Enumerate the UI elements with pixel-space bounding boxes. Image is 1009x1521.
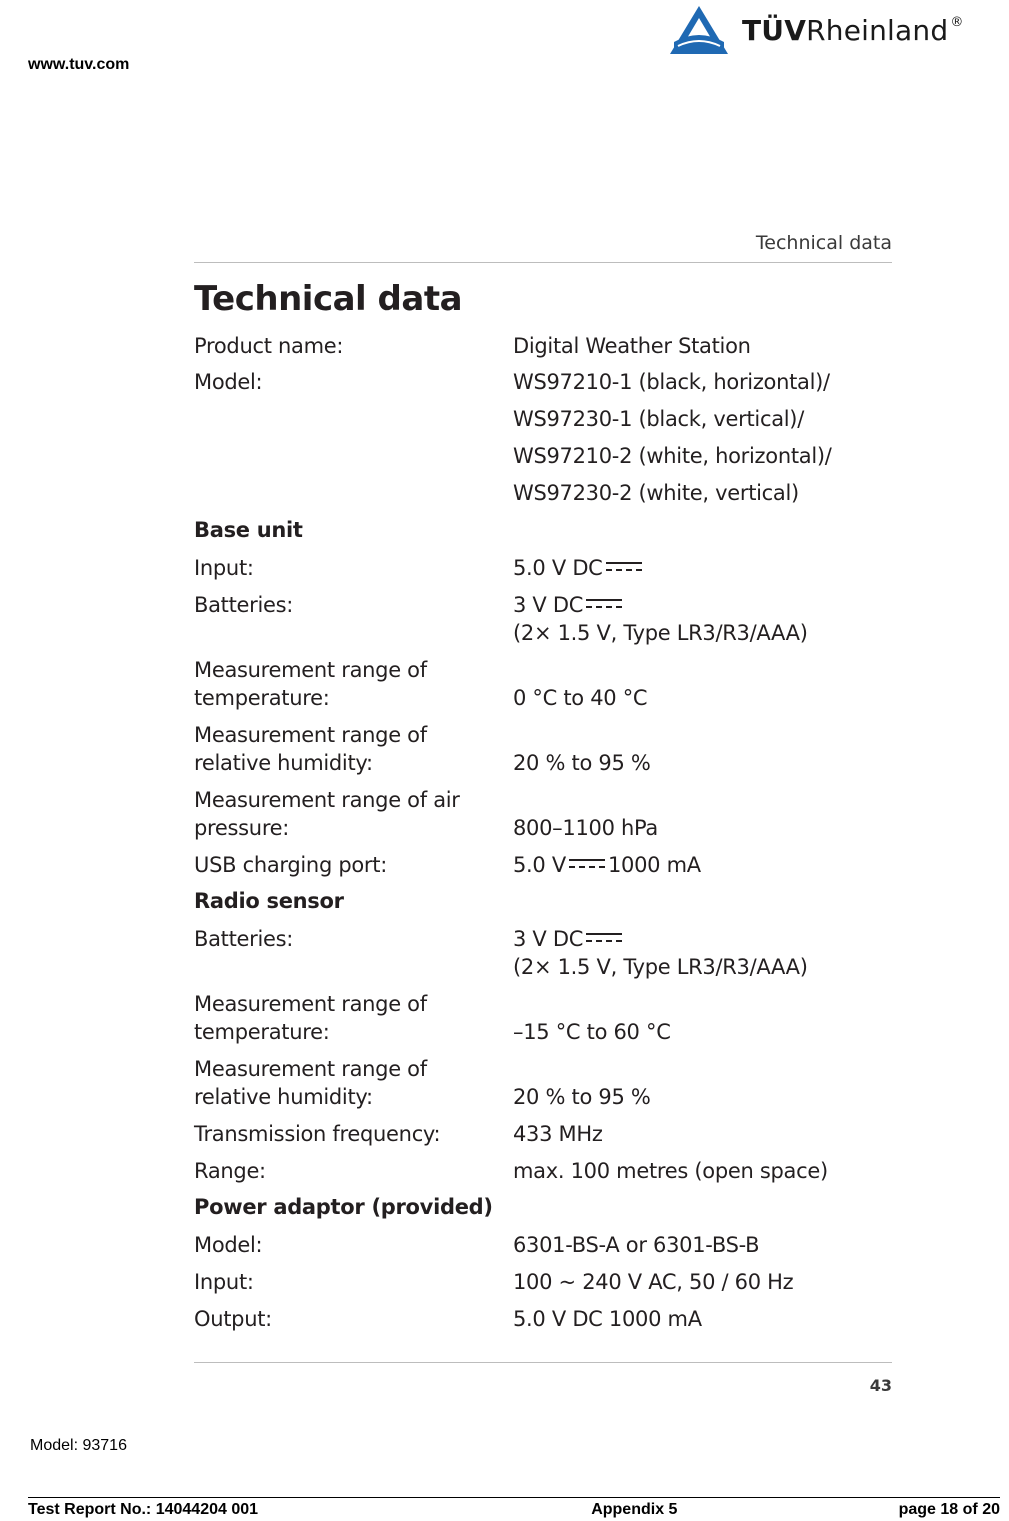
spec-value: Digital Weather Station bbox=[513, 333, 751, 358]
spec-label: Input: bbox=[194, 1269, 254, 1294]
bottom-rule bbox=[194, 1362, 892, 1363]
spec-row-base-batteries bbox=[194, 586, 892, 651]
spec-value: 0 °C to 40 °C bbox=[513, 685, 648, 710]
top-rule bbox=[194, 262, 892, 263]
spec-label: Transmission frequency: bbox=[194, 1121, 441, 1146]
spec-value: 3 V DC (2× 1.5 V, Type LR3/R3/AAA) bbox=[513, 592, 808, 645]
page-indicator: page 18 of 20 bbox=[898, 1501, 1000, 1518]
site-url[interactable]: www.tuv.com bbox=[28, 56, 130, 73]
spec-label: Product name: bbox=[194, 333, 344, 358]
manual-page-number: 43 bbox=[869, 1376, 892, 1395]
spec-label: Model: bbox=[194, 1232, 263, 1257]
spec-label: Range: bbox=[194, 1158, 266, 1183]
spec-row-base-humidity bbox=[194, 716, 892, 781]
model-note: Model: 93716 bbox=[30, 1437, 127, 1454]
spec-value: 20 % to 95 % bbox=[513, 750, 651, 775]
tuv-rheinland-logo bbox=[668, 2, 964, 58]
spec-label: USB charging port: bbox=[194, 852, 387, 877]
spec-row-sensor-frequency bbox=[194, 1115, 892, 1152]
dc-symbol-icon bbox=[586, 599, 622, 608]
running-head: Technical data bbox=[755, 232, 892, 254]
spec-row-model bbox=[194, 364, 892, 512]
spec-value: 6301-BS-A or 6301-BS-B bbox=[513, 1232, 760, 1257]
page-title: Technical data bbox=[194, 279, 463, 319]
appendix-label: Appendix 5 bbox=[591, 1501, 678, 1518]
spec-value: 3 V DC (2× 1.5 V, Type LR3/R3/AAA) bbox=[513, 926, 808, 979]
spec-list bbox=[194, 327, 892, 1337]
spec-value: WS97210-1 (black, horizontal)/ WS97230-1 (black, vertical)/ WS97210-2 (white, horizontal)/ WS97230-2 (white, vertical) bbox=[513, 370, 832, 505]
spec-value: 433 MHz bbox=[513, 1121, 603, 1146]
spec-value: max. 100 metres (open space) bbox=[513, 1158, 828, 1183]
spec-value: –15 °C to 60 °C bbox=[513, 1019, 671, 1044]
spec-value: 5.0 V DC 1000 mA bbox=[513, 1306, 702, 1331]
spec-label: Output: bbox=[194, 1306, 272, 1331]
spec-row-adaptor-output bbox=[194, 1300, 892, 1337]
report-footer bbox=[28, 1497, 1000, 1519]
spec-label: Input: bbox=[194, 555, 254, 580]
spec-label: Measurement range of temperature: bbox=[194, 991, 427, 1044]
spec-label: Model: bbox=[194, 370, 263, 394]
spec-value: 20 % to 95 % bbox=[513, 1084, 651, 1109]
logo-wordmark: TÜVRheinland ® bbox=[742, 13, 964, 47]
dc-symbol-icon bbox=[606, 562, 642, 571]
tuv-triangle-logo-icon bbox=[668, 4, 730, 56]
spec-row-base-pressure bbox=[194, 781, 892, 846]
section-heading-radio-sensor: Radio sensor bbox=[194, 889, 344, 913]
section-heading-power-adaptor: Power adaptor (provided) bbox=[194, 1195, 493, 1219]
spec-label: Batteries: bbox=[194, 592, 294, 617]
spec-value: 100 ~ 240 V AC, 50 / 60 Hz bbox=[513, 1269, 794, 1294]
spec-label: Measurement range of relative humidity: bbox=[194, 722, 427, 775]
spec-value: 5.0 V 1000 mA bbox=[513, 852, 701, 877]
spec-label: Measurement range of relative humidity: bbox=[194, 1056, 427, 1109]
report-number: Test Report No.: 14044204 001 bbox=[28, 1501, 259, 1518]
spec-row-product-name bbox=[194, 327, 892, 364]
spec-label: Measurement range of temperature: bbox=[194, 657, 427, 710]
spec-row-sensor-humidity bbox=[194, 1050, 892, 1115]
spec-label: Measurement range of air pressure: bbox=[194, 787, 460, 840]
spec-row-adaptor-input bbox=[194, 1263, 892, 1300]
spec-row-base-temperature bbox=[194, 651, 892, 716]
dc-symbol-icon bbox=[569, 859, 605, 868]
spec-value: 5.0 V DC bbox=[513, 554, 892, 582]
spec-row-base-usb bbox=[194, 846, 892, 883]
dc-symbol-icon bbox=[586, 933, 622, 942]
spec-row-sensor-temperature bbox=[194, 985, 892, 1050]
spec-value: 800–1100 hPa bbox=[513, 815, 658, 840]
spec-row-sensor-batteries bbox=[194, 920, 892, 985]
spec-label: Batteries: bbox=[194, 926, 294, 951]
spec-row-base-input bbox=[194, 549, 892, 586]
spec-row-sensor-range bbox=[194, 1152, 892, 1189]
section-heading-base-unit: Base unit bbox=[194, 518, 303, 542]
technical-data-page bbox=[194, 228, 892, 1337]
spec-row-adaptor-model bbox=[194, 1226, 892, 1263]
